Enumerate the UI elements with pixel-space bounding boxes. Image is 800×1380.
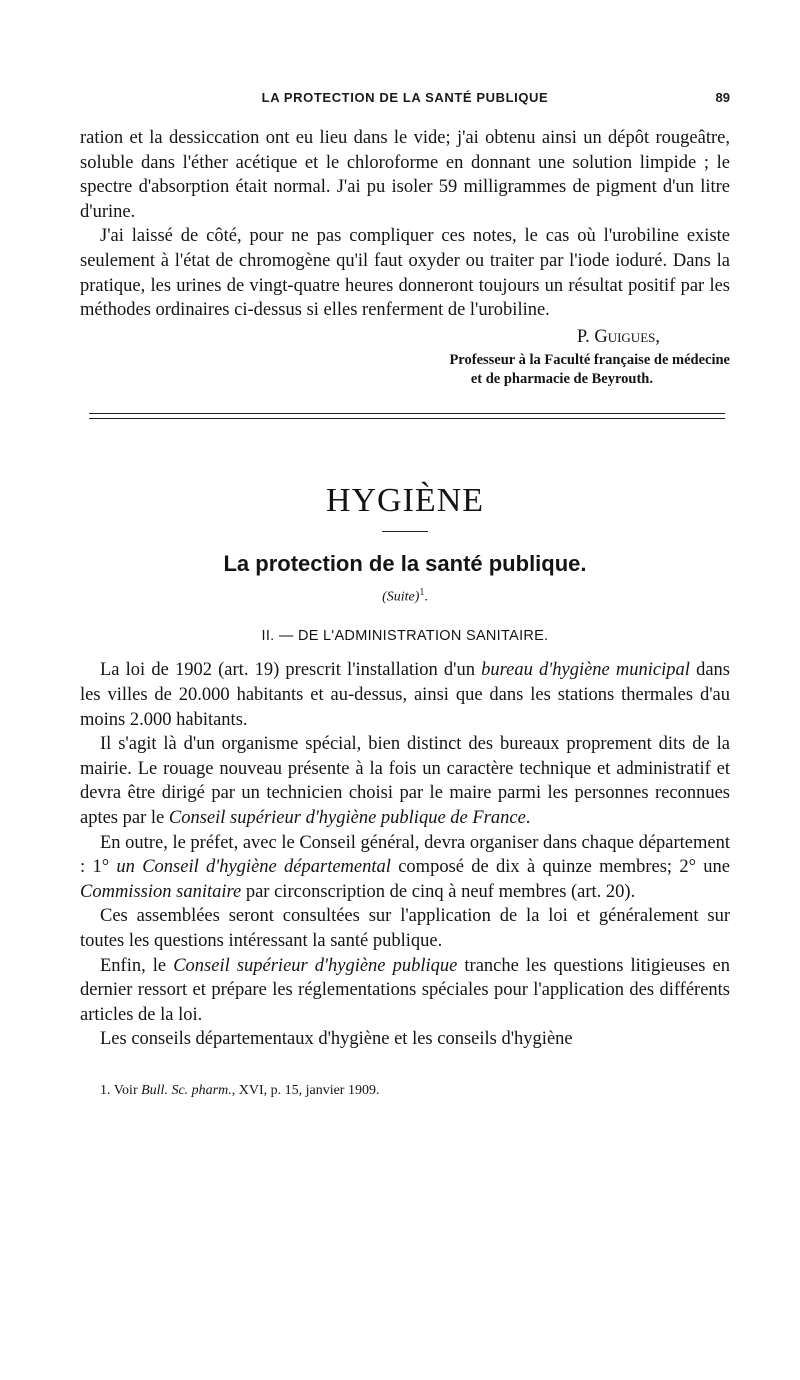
paragraph-prefet: En outre, le préfet, avec le Conseil général, devra organiser dans chaque département : 1° un Conseil d'hygiène départemental composé de dix à quinze membres; 2° une Commission sanitaire par circonscription de cinq à neuf membres (art. 20). bbox=[80, 832, 731, 902]
paragraph-conseil-superieur: Enfin, le Conseil supérieur d'hygiène publique tranche les questions litigieuses en dernier ressort et prépare les réglementations spéciales pour l'application des différents articles de la loi. bbox=[80, 955, 731, 1025]
footnote-ref: 1 bbox=[419, 586, 425, 598]
paragraph-assemblees: Ces assemblées seront consultées sur l'application de la loi et généralement sur toutes les questions intéressant la santé publique. bbox=[80, 906, 730, 951]
paragraph-organisme: Il s'agit là d'un organisme spécial, bien distinct des bureaux proprement dits de la mairie. Le rouage nouveau présente à la fois un caractère technique et administratif et devra être dirigé par un technicien choisi par le maire parmi les personnes reconnues aptes par le Conseil supérieur d'hygiène publique de France. bbox=[80, 734, 730, 828]
page-number: 89 bbox=[715, 90, 730, 105]
chapter-heading: II. — DE L'ADMINISTRATION SANITAIRE. bbox=[261, 628, 549, 645]
signature-name: P. Guigues, bbox=[576, 326, 660, 347]
paragraph-urobiline-note: J'ai laissé de côté, pour ne pas compliquer ces notes, le cas où l'urobiline existe seulement à l'état de chromogène qu'il faut oxyder ou traiter par l'iode ioduré. Dans la pratique, les urines de vingt-quatre heures donneront toujours un résultat positif par les méthodes ordinaires ci-dessus si elles renferment de l'urobiline. bbox=[80, 226, 730, 321]
page bbox=[80, 90, 730, 1100]
running-title: LA PROTECTION DE LA SANTÉ PUBLIQUE bbox=[261, 90, 549, 105]
footnote: 1. Voir Bull. Sc. pharm., XVI, p. 15, janvier 1909. bbox=[100, 1082, 380, 1098]
continuation-label: (Suite)$^1$. bbox=[382, 586, 428, 605]
article-title: La protection de la santé publique. bbox=[223, 550, 587, 576]
section-title: HYGIÈNE bbox=[325, 481, 485, 519]
double-rule-separator bbox=[89, 413, 725, 419]
title-rule bbox=[382, 531, 428, 532]
signature-affiliation: Professeur à la Faculté française de médecine et de pharmacie de Beyrouth. bbox=[449, 351, 730, 387]
paragraph-conseils-departementaux: Les conseils départementaux d'hygiène et les conseils d'hygiène bbox=[100, 1029, 573, 1050]
paragraph-loi-1902: La loi de 1902 (art. 19) prescrit l'installation d'un bureau d'hygiène municipal dans les villes de 20.000 habitants et au-dessus, ainsi que dans les stations thermales d'au moins 2.000 habitants. bbox=[80, 660, 730, 730]
paragraph-continuation: ration et la dessiccation ont eu lieu dans le vide; j'ai obtenu ainsi un dépôt rougeâtre, soluble dans l'éther acétique et le chloroforme en donnant une solution limpide ; le spectre d'absorption était normal. J'ai pu isoler 59 milligrammes de pigment d'un litre d'urine. bbox=[80, 128, 730, 222]
signature-surname: Guigues, bbox=[594, 326, 660, 347]
running-header bbox=[80, 90, 730, 112]
